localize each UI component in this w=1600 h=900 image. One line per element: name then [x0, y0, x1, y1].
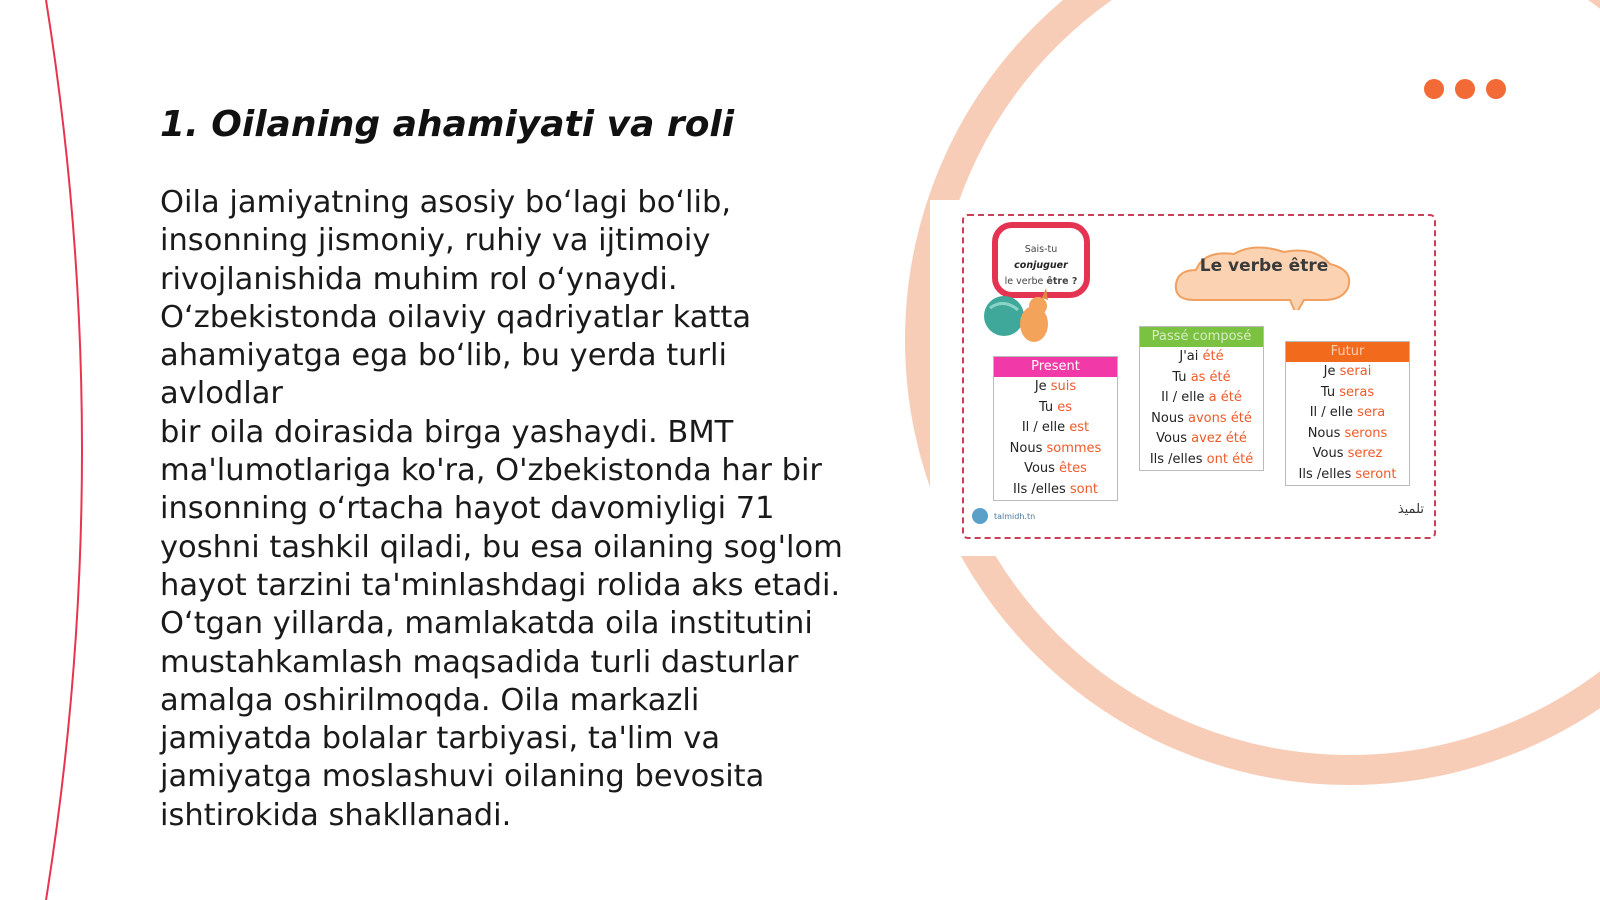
dot-icon	[1424, 79, 1444, 99]
table-row: Tu seras	[1320, 384, 1375, 400]
table-row: Vous serez	[1312, 446, 1383, 461]
table-row: Vous avez été	[1156, 431, 1247, 446]
table-header: Futur	[1286, 342, 1409, 362]
table-row: Nous avons été	[1151, 410, 1252, 426]
body-line: yoshni tashkil qiladi, bu esa oilaning sog'lom	[160, 529, 843, 565]
table-row: Tu as été	[1172, 369, 1231, 385]
table-row: Il / elle a été	[1161, 390, 1242, 405]
body-line: hayot tarzini ta'minlashdagi rolida aks etadi.	[160, 567, 841, 603]
question-text: Sais-tu	[1024, 244, 1058, 255]
conjugation-table-present	[993, 356, 1118, 501]
body-line: O‘tgan yillarda, mamlakatda oila institutini	[160, 606, 813, 642]
table-row: Ils /elles seront	[1298, 466, 1397, 482]
table-row: Vous êtes	[1024, 461, 1087, 476]
question-emphasis: conjuguer	[1014, 260, 1068, 271]
body-line: Oila jamiyatning asosiy bo‘lagi bo‘lib,	[160, 185, 732, 220]
body-line: rivojlanishida muhim rol o‘ynaydi.	[160, 261, 678, 297]
table-header: Present	[994, 357, 1117, 377]
image-footer-logo: تلميذ	[1397, 502, 1424, 517]
body-line: ishtirokida shakllanadi.	[160, 797, 512, 833]
footer-site: talmidh.tn	[994, 511, 1036, 521]
question-strong: être ?	[1046, 276, 1078, 287]
body-line: insonning jismoniy, ruhiy va ijtimoiy	[160, 223, 711, 259]
speech-cloud	[1174, 244, 1354, 310]
table-row: Je suis	[1034, 379, 1077, 394]
decorative-dots	[1424, 79, 1506, 99]
body-line: insonning o‘rtacha hayot davomiyligi 71	[160, 491, 775, 527]
conjugation-table-passe-compose	[1139, 326, 1264, 471]
body-line: mustahkamlash maqsadida turli dasturlar	[160, 644, 799, 680]
slide-body	[160, 184, 850, 835]
dot-icon	[1486, 79, 1506, 99]
slide-title: 1. Oilaning ahamiyati va roli	[160, 104, 735, 145]
body-line: O‘zbekistonda oilaviy qadriyatlar katta	[160, 299, 752, 335]
table-row: Il / elle est	[1021, 420, 1090, 435]
mascot-icon	[982, 288, 1072, 348]
table-row: J'ai été	[1179, 349, 1224, 364]
table-row: Je serai	[1323, 364, 1372, 379]
conjugation-table-futur	[1285, 341, 1410, 486]
dot-icon	[1455, 79, 1475, 99]
image-footer-left	[972, 508, 1035, 524]
question-text: le verbe	[1004, 276, 1044, 287]
body-line: bir oila doirasida birga yashaydi. BMT	[160, 414, 734, 450]
table-row: Ils /elles ont été	[1149, 451, 1254, 467]
table-row: Ils /elles sont	[1013, 481, 1098, 497]
body-line: jamiyatga moslashuvi oilaning bevosita	[160, 759, 765, 795]
body-line: jamiyatda bolalar tarbiyasi, ta'lim va	[160, 721, 721, 757]
table-row: Nous sommes	[1009, 440, 1102, 456]
verb-etre-image	[962, 214, 1436, 539]
left-border-curve	[46, 0, 82, 900]
body-line: ma'lumotlariga ko'ra, O'zbekistonda har bir	[160, 453, 822, 489]
cloud-title: Le verbe être	[1199, 256, 1329, 276]
table-row: Nous serons	[1307, 425, 1388, 441]
table-header: Passé composé	[1140, 327, 1263, 347]
table-row: Il / elle sera	[1309, 405, 1386, 420]
globe-icon	[972, 508, 988, 524]
question-bubble	[992, 222, 1090, 298]
table-row: Tu es	[1038, 399, 1073, 415]
body-line: ahamiyatga ega bo‘lib, bu yerda turli avlodlar	[160, 338, 727, 412]
body-line: amalga oshirilmoqda. Oila markazli	[160, 682, 700, 718]
